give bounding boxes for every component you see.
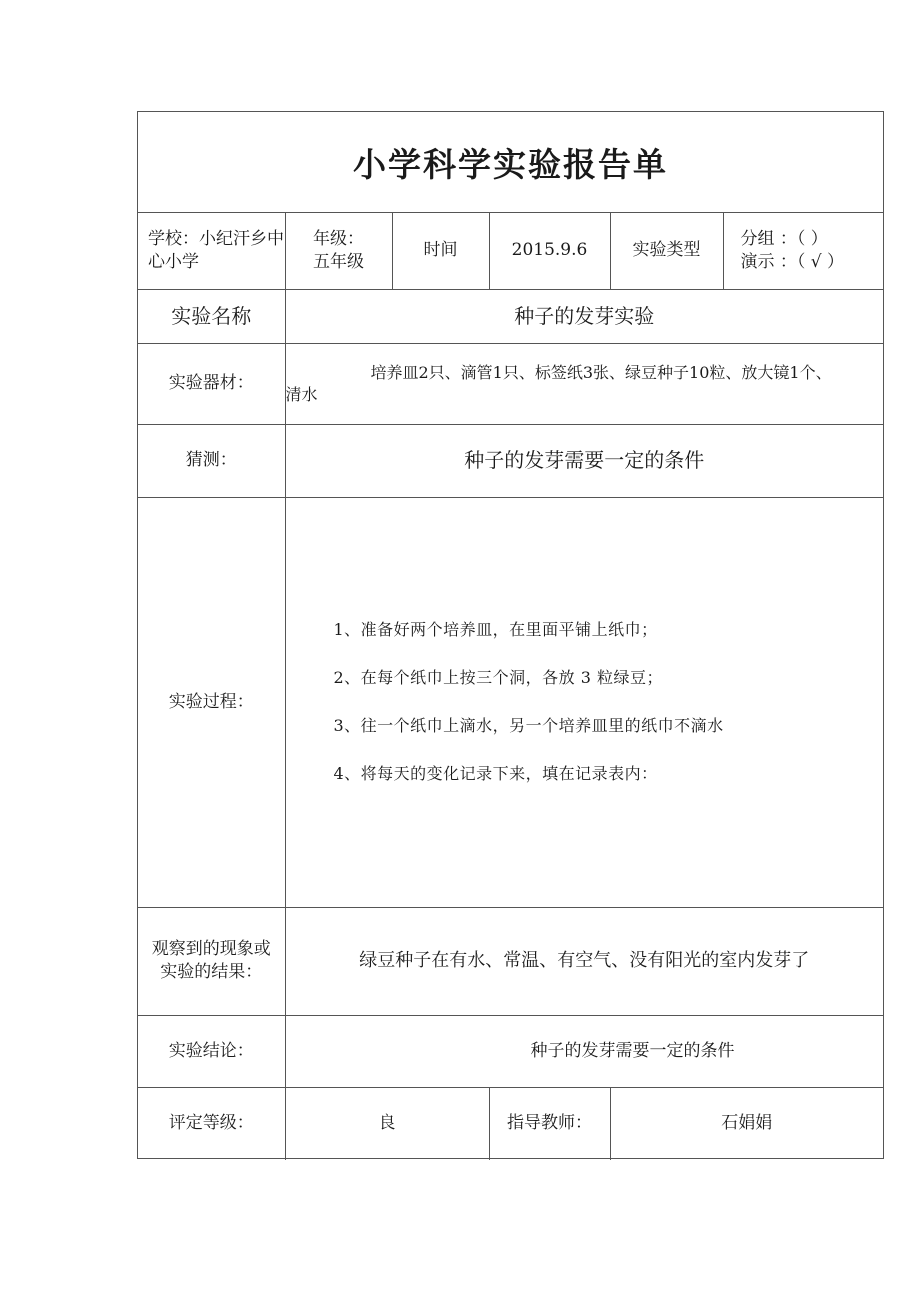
grade-label: 年级： — [313, 228, 364, 249]
rating-row — [138, 1087, 883, 1160]
observation-label-cell — [138, 907, 285, 1015]
report-table — [138, 213, 883, 1160]
observation-value-cell — [285, 907, 883, 1015]
name-value: 种子的发芽实验 — [514, 303, 655, 328]
equipment-label: 实验器材： — [168, 373, 254, 394]
process-label: 实验过程： — [168, 691, 254, 712]
guess-value-cell — [285, 424, 883, 497]
rating-label: 评定等级： — [168, 1113, 254, 1134]
report-title: 小学科学实验报告单 — [353, 144, 668, 184]
equipment-value-cell — [285, 343, 883, 424]
process-row — [138, 497, 883, 907]
teacher-label: 指导教师： — [507, 1113, 592, 1134]
group-option: 分组 ：（ ） — [740, 228, 828, 249]
time-label: 时间 — [423, 240, 458, 261]
equipment-row — [138, 343, 883, 424]
teacher-label-cell — [489, 1087, 610, 1160]
type-label: 实验类型 — [632, 240, 701, 261]
type-label-cell — [610, 213, 723, 289]
name-label-cell — [138, 289, 285, 343]
name-row — [138, 289, 883, 343]
date-value: 2015.9.6 — [511, 240, 588, 261]
grade-value: 五年级 — [313, 251, 364, 272]
process-step-3: 3、往一个纸巾上滴水，另一个培养皿里的纸巾不滴水 — [333, 716, 724, 735]
conclusion-label-cell — [138, 1015, 285, 1087]
rating-label-cell — [138, 1087, 285, 1160]
teacher-value: 石娟娟 — [721, 1113, 773, 1134]
type-options-cell — [723, 213, 883, 289]
name-label: 实验名称 — [171, 303, 252, 328]
date-cell — [489, 213, 610, 289]
guess-row — [138, 424, 883, 497]
process-step-2: 2、在每个纸巾上按三个洞，各放 3 粒绿豆； — [333, 668, 664, 687]
guess-label: 猜测： — [185, 450, 237, 471]
conclusion-row — [138, 1015, 883, 1087]
equipment-line-1: 培养皿2只、滴管1只、标签纸3张、绿豆种子10粒、放大镜1个、 — [370, 362, 832, 382]
process-label-cell — [138, 497, 285, 907]
school-cell — [138, 213, 285, 289]
equipment-line-2: 清水 — [285, 384, 318, 404]
equipment-label-cell — [138, 343, 285, 424]
process-steps-cell — [285, 497, 883, 907]
process-step-1: 1、准备好两个培养皿，在里面平铺上纸巾； — [333, 620, 658, 639]
teacher-value-cell — [610, 1087, 883, 1160]
conclusion-label: 实验结论： — [168, 1040, 254, 1061]
report-form — [137, 111, 884, 1159]
conclusion-value-cell — [285, 1015, 883, 1087]
info-row — [138, 213, 883, 289]
observation-label: 观察到的现象或实验的结果： — [151, 939, 271, 982]
grade-cell — [285, 213, 392, 289]
observation-row — [138, 907, 883, 1015]
time-label-cell — [392, 213, 489, 289]
school-text: 学校：小纪汗乡中心小学 — [148, 228, 284, 272]
rating-value-cell — [285, 1087, 489, 1160]
guess-label-cell — [138, 424, 285, 497]
title-row — [138, 112, 883, 213]
conclusion-value: 种子的发芽需要一定的条件 — [530, 1040, 735, 1061]
rating-value: 良 — [378, 1113, 396, 1134]
name-value-cell — [285, 289, 883, 343]
demo-option: 演示 ：（ √ ） — [740, 251, 845, 272]
process-step-4: 4、将每天的变化记录下来，填在记录表内： — [333, 764, 658, 783]
observation-value: 绿豆种子在有水、常温、有空气、没有阳光的室内发芽了 — [359, 949, 810, 971]
guess-value: 种子的发芽需要一定的条件 — [464, 448, 705, 472]
